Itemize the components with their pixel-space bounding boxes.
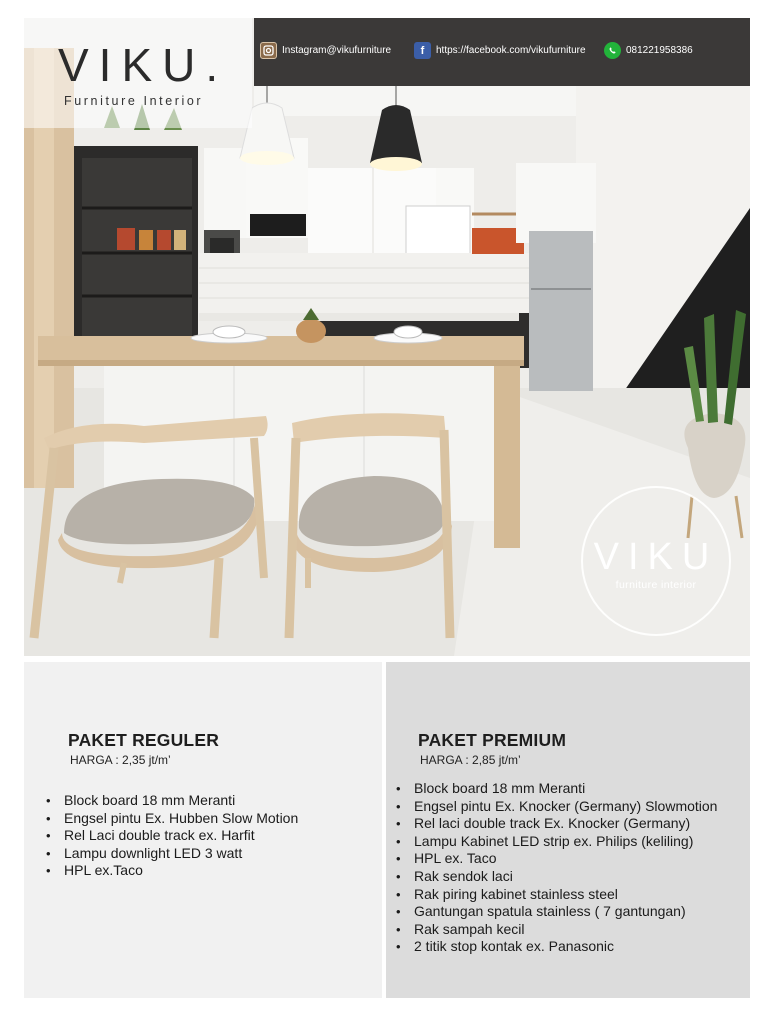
whatsapp-icon xyxy=(604,42,621,59)
list-item: • Rel Laci double track ex. Harfit xyxy=(44,827,298,845)
instagram-handle: Instagram@vikufurniture xyxy=(282,45,392,56)
watermark-title: VIKU xyxy=(593,536,719,578)
brand-logo xyxy=(24,18,252,128)
list-item: • Engsel pintu Ex. Knocker (Germany) Slowmotion xyxy=(394,798,717,816)
promo-poster xyxy=(24,18,750,998)
list-item: • Rak piring kabinet stainless steel xyxy=(394,886,717,904)
package-regular xyxy=(24,662,382,998)
whatsapp-contact[interactable] xyxy=(604,42,693,59)
package-price: HARGA : 2,85 jt/m’ xyxy=(420,753,521,767)
package-features xyxy=(44,792,298,880)
list-item: • Block board 18 mm Meranti xyxy=(394,780,717,798)
list-item: • Rel laci double track Ex. Knocker (Germany) xyxy=(394,815,717,833)
list-item: • Gantungan spatula stainless ( 7 gantungan) xyxy=(394,903,717,921)
package-premium xyxy=(386,662,750,998)
logo-title: VIKU. xyxy=(58,39,229,91)
instagram-contact[interactable] xyxy=(260,42,391,59)
watermark-logo xyxy=(581,486,731,636)
list-item: • HPL ex.Taco xyxy=(44,862,298,880)
contact-bar xyxy=(254,18,750,86)
list-item: • HPL ex. Taco xyxy=(394,850,717,868)
list-item: • Engsel pintu Ex. Hubben Slow Motion xyxy=(44,810,298,828)
list-item: • 2 titik stop kontak ex. Panasonic xyxy=(394,938,717,956)
whatsapp-number: 081221958386 xyxy=(626,45,693,56)
package-title: PAKET REGULER xyxy=(68,730,220,750)
package-title: PAKET PREMIUM xyxy=(418,730,567,750)
list-item: • Rak sendok laci xyxy=(394,868,717,886)
list-item: • Lampu downlight LED 3 watt xyxy=(44,845,298,863)
package-price: HARGA : 2,35 jt/m’ xyxy=(70,753,171,767)
facebook-contact[interactable] xyxy=(414,42,586,59)
list-item: • Rak sampah kecil xyxy=(394,921,717,939)
package-features xyxy=(394,780,717,956)
logo-subtitle: Furniture Interior xyxy=(64,94,204,108)
facebook-url: https://facebook.com/vikufurniture xyxy=(436,45,586,56)
list-item: • Block board 18 mm Meranti xyxy=(44,792,298,810)
watermark-subtitle: furniture interior xyxy=(615,579,697,591)
list-item: • Lampu Kabinet LED strip ex. Philips (keliling) xyxy=(394,833,717,851)
instagram-icon xyxy=(260,42,277,59)
facebook-icon: f xyxy=(414,42,431,59)
